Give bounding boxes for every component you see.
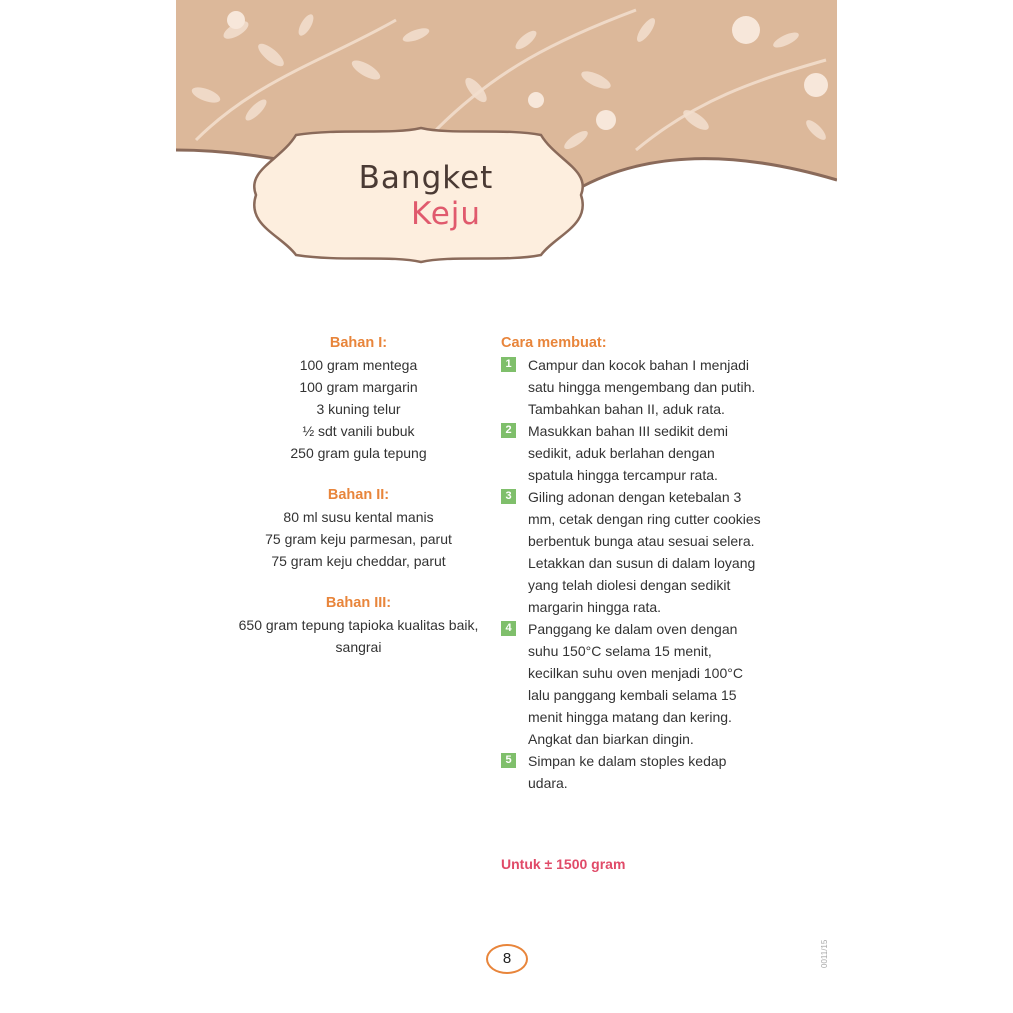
step-number-badge: 5 (501, 753, 516, 768)
ingredients-heading-2: Bahan II: (327, 487, 390, 503)
step-number-badge: 2 (501, 423, 516, 438)
ingredient-item: sangrai (335, 639, 382, 655)
step-text: Campur dan kocok bahan I menjadi satu hingga mengembang dan putih. Tambahkan bahan II, aduk rata. (528, 357, 756, 417)
step-number-badge: 3 (501, 489, 516, 504)
ingredient-item: 100 gram margarin (299, 379, 418, 395)
ingredient-item: 80 ml susu kental manis (283, 509, 434, 525)
step-number-badge: 1 (501, 357, 516, 372)
ingredient-item: ½ sdt vanili bubuk (302, 423, 415, 439)
ingredient-item: 250 gram gula tepung (290, 445, 427, 461)
ingredient-item: 75 gram keju cheddar, parut (271, 553, 446, 569)
recipe-title-line1: Bangket (358, 160, 494, 196)
recipe-yield: Untuk ± 1500 gram (501, 856, 626, 872)
book-page (176, 0, 837, 1013)
step-text: Panggang ke dalam oven dengan suhu 150°C selama 15 menit, kecilkan suhu oven menjadi 100°C lalu panggang kembali selama 15 menit hingga matang dan kering. Angkat dan biarkan dingin. (528, 621, 743, 747)
method-step (501, 750, 761, 794)
method-column (501, 332, 761, 794)
method-step (501, 618, 761, 750)
recipe-title-line2: Keju (410, 196, 482, 232)
ingredient-item: 3 kuning telur (316, 401, 401, 417)
ingredient-item: 100 gram mentega (299, 357, 418, 373)
method-step (501, 420, 761, 486)
print-code: 0011/15 (820, 939, 829, 968)
ingredients-heading-3: Bahan III: (325, 595, 392, 611)
ingredient-item: 75 gram keju parmesan, parut (265, 531, 452, 547)
step-number-badge: 4 (501, 621, 516, 636)
method-heading: Cara membuat: (501, 335, 607, 351)
step-text: Simpan ke dalam stoples kedap udara. (528, 753, 727, 791)
ingredients-column (221, 332, 496, 658)
floral-header-illustration (176, 0, 837, 280)
step-text: Masukkan bahan III sedikit demi sedikit, aduk berlahan dengan spatula hingga tercampur rata. (528, 423, 728, 483)
page-number: 8 (486, 944, 528, 974)
step-text: Giling adonan dengan ketebalan 3 mm, cetak dengan ring cutter cookies berbentuk bunga atau sesuai selera. Letakkan dan susun di dalam loyang yang telah diolesi dengan sedikit margarin hingga rata. (528, 489, 761, 615)
ingredient-item: 650 gram tepung tapioka kualitas baik, (238, 617, 479, 633)
ingredients-heading-1: Bahan I: (329, 335, 388, 351)
method-step (501, 354, 761, 420)
method-step (501, 486, 761, 618)
